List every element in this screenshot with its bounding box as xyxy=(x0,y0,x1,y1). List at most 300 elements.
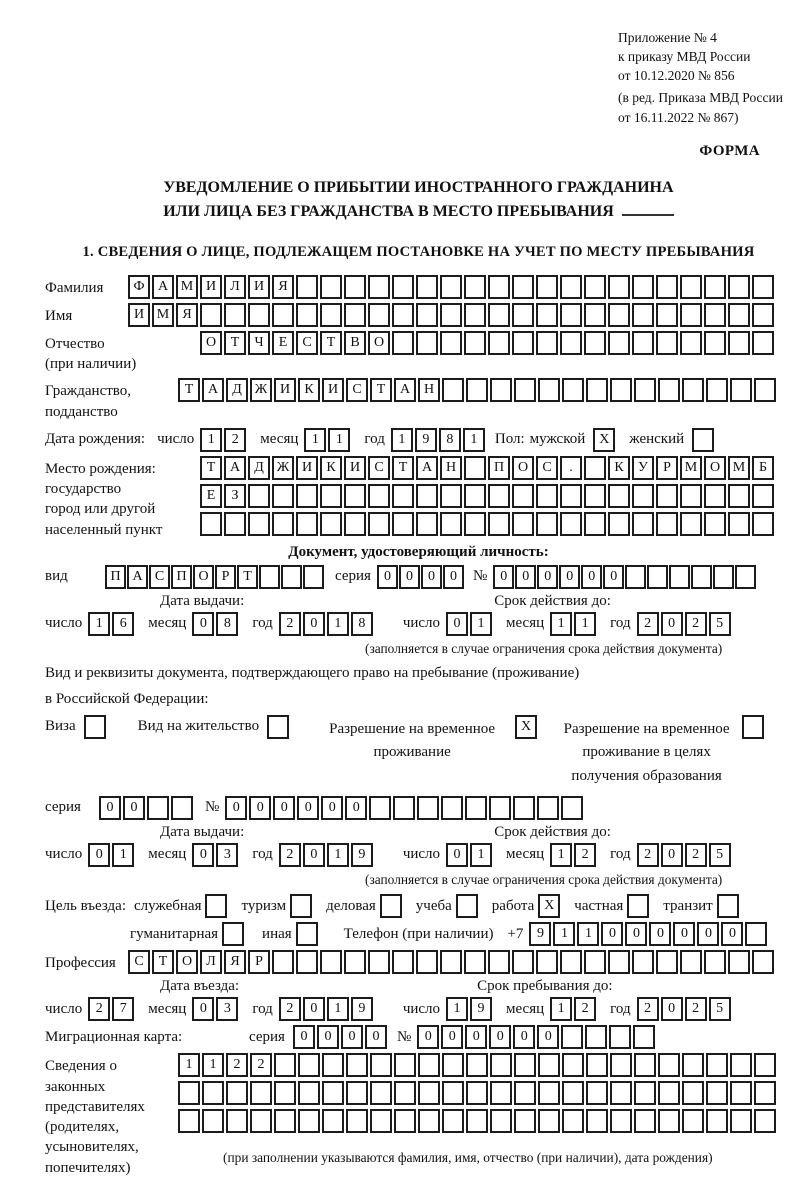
char-box[interactable] xyxy=(464,456,486,480)
char-box[interactable]: 1 xyxy=(200,428,222,452)
char-box[interactable] xyxy=(466,1053,488,1077)
char-box[interactable]: 2 xyxy=(637,612,659,636)
char-box[interactable]: 1 xyxy=(577,922,599,946)
char-box[interactable] xyxy=(490,378,512,402)
char-box[interactable]: Л xyxy=(224,275,246,299)
char-box[interactable]: 1 xyxy=(327,612,349,636)
char-box[interactable] xyxy=(513,796,535,820)
char-box[interactable]: 0 xyxy=(293,1025,315,1049)
char-box[interactable] xyxy=(320,275,342,299)
char-box[interactable]: С xyxy=(296,331,318,355)
char-box[interactable]: 0 xyxy=(192,997,214,1021)
char-box[interactable] xyxy=(752,512,774,536)
char-box[interactable] xyxy=(490,1109,512,1133)
char-box[interactable]: 2 xyxy=(574,997,596,1021)
char-box[interactable] xyxy=(754,1109,776,1133)
char-box[interactable]: 0 xyxy=(123,796,145,820)
char-box[interactable] xyxy=(728,484,750,508)
char-box[interactable] xyxy=(418,1109,440,1133)
char-box[interactable]: 2 xyxy=(574,843,596,867)
char-box[interactable] xyxy=(752,331,774,355)
char-box[interactable]: С xyxy=(149,565,170,589)
char-box[interactable] xyxy=(248,512,270,536)
char-box[interactable] xyxy=(609,1025,631,1049)
char-box[interactable] xyxy=(344,303,366,327)
char-box[interactable]: 2 xyxy=(224,428,246,452)
char-box[interactable] xyxy=(416,275,438,299)
char-box[interactable]: М xyxy=(152,303,174,327)
char-box[interactable] xyxy=(752,303,774,327)
char-box[interactable]: 1 xyxy=(327,843,349,867)
char-box[interactable]: А xyxy=(202,378,224,402)
char-box[interactable] xyxy=(754,1081,776,1105)
char-box[interactable] xyxy=(171,796,193,820)
char-box[interactable]: Т xyxy=(200,456,222,480)
char-box[interactable]: 0 xyxy=(697,922,719,946)
char-box[interactable] xyxy=(537,796,559,820)
char-box[interactable]: 0 xyxy=(345,796,367,820)
char-box[interactable] xyxy=(680,484,702,508)
char-box[interactable] xyxy=(730,378,752,402)
char-box[interactable] xyxy=(536,950,558,974)
char-box[interactable]: 2 xyxy=(250,1053,272,1077)
char-box[interactable] xyxy=(560,484,582,508)
char-box[interactable] xyxy=(442,1109,464,1133)
char-box[interactable] xyxy=(536,275,558,299)
char-box[interactable] xyxy=(632,303,654,327)
char-box[interactable]: 2 xyxy=(279,997,301,1021)
char-box[interactable] xyxy=(754,378,776,402)
char-box[interactable]: Т xyxy=(320,331,342,355)
char-box[interactable] xyxy=(754,1053,776,1077)
char-box[interactable] xyxy=(466,378,488,402)
char-box[interactable] xyxy=(370,1109,392,1133)
char-box[interactable] xyxy=(344,275,366,299)
char-box[interactable]: 0 xyxy=(249,796,271,820)
char-box[interactable] xyxy=(536,484,558,508)
char-box[interactable]: 0 xyxy=(515,565,536,589)
char-box[interactable] xyxy=(608,512,630,536)
char-box[interactable] xyxy=(562,1081,584,1105)
char-box[interactable] xyxy=(298,1053,320,1077)
char-box[interactable]: 0 xyxy=(673,922,695,946)
char-box[interactable] xyxy=(392,512,414,536)
char-box[interactable] xyxy=(704,275,726,299)
char-box[interactable] xyxy=(417,796,439,820)
official-checkbox[interactable] xyxy=(205,894,227,918)
char-box[interactable] xyxy=(584,275,606,299)
char-box[interactable] xyxy=(346,1053,368,1077)
char-box[interactable] xyxy=(682,378,704,402)
char-box[interactable] xyxy=(560,512,582,536)
char-box[interactable]: 0 xyxy=(661,843,683,867)
char-box[interactable] xyxy=(464,950,486,974)
char-box[interactable] xyxy=(368,484,390,508)
char-box[interactable]: М xyxy=(728,456,750,480)
char-box[interactable] xyxy=(584,456,606,480)
char-box[interactable] xyxy=(538,1109,560,1133)
char-box[interactable] xyxy=(393,796,415,820)
char-box[interactable] xyxy=(538,378,560,402)
char-box[interactable] xyxy=(706,1053,728,1077)
char-box[interactable] xyxy=(680,275,702,299)
char-box[interactable] xyxy=(418,1053,440,1077)
char-box[interactable] xyxy=(248,484,270,508)
char-box[interactable]: Р xyxy=(656,456,678,480)
char-box[interactable] xyxy=(634,1053,656,1077)
char-box[interactable]: 0 xyxy=(99,796,121,820)
char-box[interactable]: 1 xyxy=(327,997,349,1021)
char-box[interactable] xyxy=(560,275,582,299)
char-box[interactable]: 1 xyxy=(328,428,350,452)
char-box[interactable]: Р xyxy=(215,565,236,589)
char-box[interactable] xyxy=(512,331,534,355)
char-box[interactable]: 0 xyxy=(443,565,464,589)
char-box[interactable] xyxy=(680,950,702,974)
char-box[interactable]: 0 xyxy=(661,612,683,636)
char-box[interactable] xyxy=(296,303,318,327)
char-box[interactable] xyxy=(728,331,750,355)
char-box[interactable] xyxy=(320,303,342,327)
char-box[interactable] xyxy=(370,1053,392,1077)
char-box[interactable]: Е xyxy=(200,484,222,508)
char-box[interactable] xyxy=(632,275,654,299)
char-box[interactable] xyxy=(584,950,606,974)
work-checkbox[interactable]: X xyxy=(538,894,560,918)
char-box[interactable] xyxy=(632,950,654,974)
char-box[interactable] xyxy=(752,950,774,974)
char-box[interactable]: 0 xyxy=(341,1025,363,1049)
char-box[interactable]: 0 xyxy=(625,922,647,946)
char-box[interactable] xyxy=(584,484,606,508)
char-box[interactable] xyxy=(322,1109,344,1133)
char-box[interactable]: Т xyxy=(224,331,246,355)
char-box[interactable] xyxy=(608,303,630,327)
char-box[interactable]: С xyxy=(346,378,368,402)
char-box[interactable]: 0 xyxy=(537,565,558,589)
char-box[interactable]: 1 xyxy=(550,997,572,1021)
char-box[interactable] xyxy=(394,1109,416,1133)
char-box[interactable] xyxy=(370,1081,392,1105)
char-box[interactable] xyxy=(296,484,318,508)
char-box[interactable] xyxy=(706,1109,728,1133)
char-box[interactable] xyxy=(512,484,534,508)
char-box[interactable] xyxy=(368,950,390,974)
char-box[interactable] xyxy=(488,484,510,508)
char-box[interactable]: 0 xyxy=(581,565,602,589)
char-box[interactable] xyxy=(538,1053,560,1077)
char-box[interactable]: 0 xyxy=(446,612,468,636)
char-box[interactable] xyxy=(418,1081,440,1105)
char-box[interactable]: 5 xyxy=(709,843,731,867)
char-box[interactable] xyxy=(147,796,169,820)
char-box[interactable] xyxy=(226,1081,248,1105)
char-box[interactable] xyxy=(226,1109,248,1133)
char-box[interactable]: 0 xyxy=(441,1025,463,1049)
char-box[interactable]: 1 xyxy=(463,428,485,452)
char-box[interactable] xyxy=(490,1081,512,1105)
char-box[interactable] xyxy=(561,1025,583,1049)
char-box[interactable]: 2 xyxy=(685,843,707,867)
char-box[interactable]: С xyxy=(536,456,558,480)
char-box[interactable] xyxy=(416,303,438,327)
char-box[interactable]: 1 xyxy=(112,843,134,867)
char-box[interactable] xyxy=(560,303,582,327)
char-box[interactable] xyxy=(512,512,534,536)
char-box[interactable] xyxy=(272,950,294,974)
char-box[interactable]: Д xyxy=(226,378,248,402)
char-box[interactable]: 9 xyxy=(351,843,373,867)
char-box[interactable]: А xyxy=(394,378,416,402)
char-box[interactable]: 0 xyxy=(225,796,247,820)
char-box[interactable]: 0 xyxy=(603,565,624,589)
char-box[interactable] xyxy=(416,331,438,355)
char-box[interactable]: 0 xyxy=(493,565,514,589)
char-box[interactable]: В xyxy=(344,331,366,355)
char-box[interactable] xyxy=(416,484,438,508)
char-box[interactable]: 2 xyxy=(637,843,659,867)
edu-permit-checkbox[interactable] xyxy=(742,715,764,739)
char-box[interactable]: 1 xyxy=(553,922,575,946)
other-checkbox[interactable] xyxy=(296,922,318,946)
char-box[interactable] xyxy=(656,512,678,536)
char-box[interactable]: 0 xyxy=(377,565,398,589)
char-box[interactable] xyxy=(202,1081,224,1105)
char-box[interactable] xyxy=(320,950,342,974)
char-box[interactable]: Н xyxy=(418,378,440,402)
char-box[interactable]: 1 xyxy=(470,612,492,636)
char-box[interactable]: Е xyxy=(272,331,294,355)
char-box[interactable]: Д xyxy=(248,456,270,480)
char-box[interactable] xyxy=(320,512,342,536)
char-box[interactable] xyxy=(752,275,774,299)
char-box[interactable]: 0 xyxy=(365,1025,387,1049)
char-box[interactable] xyxy=(632,512,654,536)
char-box[interactable]: Я xyxy=(272,275,294,299)
char-box[interactable] xyxy=(586,1053,608,1077)
char-box[interactable] xyxy=(296,950,318,974)
char-box[interactable] xyxy=(608,950,630,974)
char-box[interactable] xyxy=(704,950,726,974)
char-box[interactable] xyxy=(392,303,414,327)
char-box[interactable] xyxy=(658,378,680,402)
char-box[interactable] xyxy=(682,1053,704,1077)
char-box[interactable] xyxy=(442,378,464,402)
char-box[interactable]: Б xyxy=(752,456,774,480)
char-box[interactable] xyxy=(586,378,608,402)
char-box[interactable] xyxy=(369,796,391,820)
char-box[interactable] xyxy=(368,303,390,327)
char-box[interactable] xyxy=(303,565,324,589)
char-box[interactable]: 9 xyxy=(529,922,551,946)
char-box[interactable] xyxy=(704,484,726,508)
char-box[interactable] xyxy=(680,303,702,327)
char-box[interactable] xyxy=(512,275,534,299)
char-box[interactable] xyxy=(488,275,510,299)
char-box[interactable] xyxy=(730,1081,752,1105)
char-box[interactable] xyxy=(346,1081,368,1105)
char-box[interactable]: 7 xyxy=(112,997,134,1021)
sex-female-checkbox[interactable] xyxy=(692,428,714,452)
char-box[interactable] xyxy=(658,1081,680,1105)
char-box[interactable]: Ф xyxy=(128,275,150,299)
char-box[interactable]: П xyxy=(105,565,126,589)
char-box[interactable]: 1 xyxy=(470,843,492,867)
char-box[interactable] xyxy=(442,1081,464,1105)
char-box[interactable] xyxy=(514,1053,536,1077)
char-box[interactable]: 2 xyxy=(279,843,301,867)
tourism-checkbox[interactable] xyxy=(290,894,312,918)
char-box[interactable] xyxy=(488,331,510,355)
char-box[interactable]: И xyxy=(200,275,222,299)
char-box[interactable]: 8 xyxy=(439,428,461,452)
char-box[interactable] xyxy=(656,950,678,974)
char-box[interactable]: Р xyxy=(248,950,270,974)
char-box[interactable]: 1 xyxy=(391,428,413,452)
char-box[interactable] xyxy=(586,1081,608,1105)
char-box[interactable] xyxy=(202,1109,224,1133)
char-box[interactable]: О xyxy=(176,950,198,974)
char-box[interactable] xyxy=(647,565,668,589)
char-box[interactable] xyxy=(440,512,462,536)
char-box[interactable]: Ж xyxy=(250,378,272,402)
char-box[interactable] xyxy=(490,1053,512,1077)
char-box[interactable]: 0 xyxy=(297,796,319,820)
char-box[interactable] xyxy=(464,512,486,536)
char-box[interactable]: И xyxy=(248,275,270,299)
char-box[interactable]: 2 xyxy=(226,1053,248,1077)
char-box[interactable] xyxy=(250,1109,272,1133)
char-box[interactable]: 2 xyxy=(685,997,707,1021)
char-box[interactable]: 0 xyxy=(273,796,295,820)
char-box[interactable]: 0 xyxy=(317,1025,339,1049)
char-box[interactable] xyxy=(320,484,342,508)
char-box[interactable] xyxy=(464,275,486,299)
char-box[interactable]: О xyxy=(200,331,222,355)
char-box[interactable] xyxy=(440,303,462,327)
char-box[interactable]: 0 xyxy=(465,1025,487,1049)
char-box[interactable] xyxy=(706,378,728,402)
char-box[interactable] xyxy=(634,378,656,402)
char-box[interactable] xyxy=(682,1109,704,1133)
char-box[interactable] xyxy=(296,275,318,299)
char-box[interactable]: 2 xyxy=(685,612,707,636)
char-box[interactable]: И xyxy=(344,456,366,480)
char-box[interactable] xyxy=(586,1109,608,1133)
char-box[interactable] xyxy=(200,512,222,536)
char-box[interactable] xyxy=(368,275,390,299)
char-box[interactable]: Я xyxy=(224,950,246,974)
char-box[interactable] xyxy=(298,1109,320,1133)
char-box[interactable] xyxy=(585,1025,607,1049)
char-box[interactable] xyxy=(464,331,486,355)
char-box[interactable]: 6 xyxy=(112,612,134,636)
char-box[interactable] xyxy=(440,950,462,974)
char-box[interactable]: О xyxy=(368,331,390,355)
char-box[interactable] xyxy=(296,512,318,536)
visa-checkbox[interactable] xyxy=(84,715,106,739)
char-box[interactable] xyxy=(344,950,366,974)
char-box[interactable] xyxy=(610,378,632,402)
char-box[interactable] xyxy=(281,565,302,589)
char-box[interactable] xyxy=(658,1109,680,1133)
char-box[interactable]: Ж xyxy=(272,456,294,480)
char-box[interactable]: П xyxy=(488,456,510,480)
char-box[interactable] xyxy=(392,484,414,508)
char-box[interactable] xyxy=(610,1053,632,1077)
char-box[interactable]: 0 xyxy=(303,612,325,636)
char-box[interactable] xyxy=(538,1081,560,1105)
char-box[interactable] xyxy=(633,1025,655,1049)
char-box[interactable] xyxy=(632,484,654,508)
char-box[interactable]: 0 xyxy=(321,796,343,820)
char-box[interactable]: М xyxy=(176,275,198,299)
char-box[interactable] xyxy=(394,1081,416,1105)
char-box[interactable]: 9 xyxy=(351,997,373,1021)
char-box[interactable] xyxy=(728,303,750,327)
char-box[interactable]: И xyxy=(322,378,344,402)
char-box[interactable]: 0 xyxy=(513,1025,535,1049)
char-box[interactable] xyxy=(536,331,558,355)
char-box[interactable]: 0 xyxy=(661,997,683,1021)
char-box[interactable]: И xyxy=(296,456,318,480)
char-box[interactable] xyxy=(691,565,712,589)
char-box[interactable]: 8 xyxy=(351,612,373,636)
char-box[interactable]: 3 xyxy=(216,843,238,867)
char-box[interactable]: . xyxy=(560,456,582,480)
char-box[interactable] xyxy=(416,512,438,536)
char-box[interactable] xyxy=(466,1081,488,1105)
char-box[interactable] xyxy=(704,331,726,355)
char-box[interactable] xyxy=(561,796,583,820)
char-box[interactable] xyxy=(392,275,414,299)
char-box[interactable]: 9 xyxy=(470,997,492,1021)
char-box[interactable] xyxy=(514,378,536,402)
sex-male-checkbox[interactable]: X xyxy=(593,428,615,452)
char-box[interactable] xyxy=(610,1081,632,1105)
char-box[interactable] xyxy=(344,484,366,508)
char-box[interactable] xyxy=(706,1081,728,1105)
char-box[interactable] xyxy=(728,950,750,974)
char-box[interactable]: П xyxy=(171,565,192,589)
char-box[interactable] xyxy=(274,1109,296,1133)
char-box[interactable]: А xyxy=(152,275,174,299)
char-box[interactable]: 0 xyxy=(446,843,468,867)
char-box[interactable] xyxy=(392,331,414,355)
char-box[interactable]: 1 xyxy=(304,428,326,452)
char-box[interactable]: Я xyxy=(176,303,198,327)
char-box[interactable] xyxy=(489,796,511,820)
char-box[interactable]: О xyxy=(193,565,214,589)
humanitarian-checkbox[interactable] xyxy=(222,922,244,946)
char-box[interactable] xyxy=(250,1081,272,1105)
study-checkbox[interactable] xyxy=(456,894,478,918)
char-box[interactable]: Т xyxy=(178,378,200,402)
char-box[interactable] xyxy=(656,275,678,299)
char-box[interactable] xyxy=(440,484,462,508)
char-box[interactable] xyxy=(464,484,486,508)
char-box[interactable] xyxy=(656,331,678,355)
char-box[interactable]: 1 xyxy=(550,843,572,867)
char-box[interactable]: 1 xyxy=(574,612,596,636)
char-box[interactable]: 0 xyxy=(417,1025,439,1049)
char-box[interactable] xyxy=(298,1081,320,1105)
char-box[interactable] xyxy=(465,796,487,820)
char-box[interactable] xyxy=(562,1109,584,1133)
char-box[interactable] xyxy=(730,1109,752,1133)
char-box[interactable]: 0 xyxy=(88,843,110,867)
char-box[interactable] xyxy=(735,565,756,589)
